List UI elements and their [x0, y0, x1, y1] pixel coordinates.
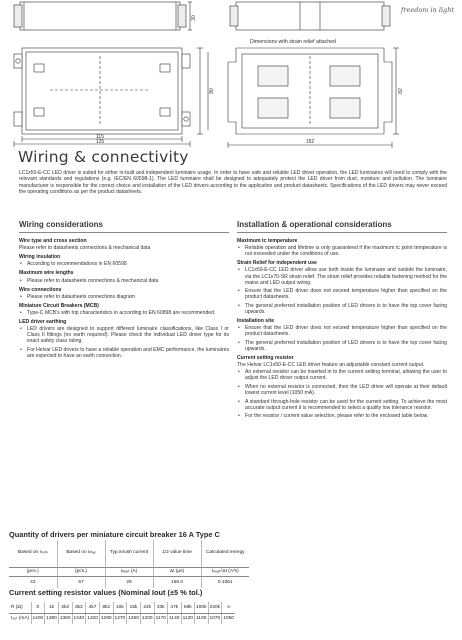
table-cell: 156.0 [153, 576, 201, 588]
wiring-insulation-title: Wiring insulation [19, 254, 61, 261]
table-header-cell: 1/2 value time [153, 540, 201, 567]
strain-relief-top-drawing [228, 48, 399, 148]
table-cell: 1200 [140, 613, 154, 624]
installation-considerations-heading: Installation & operational considerations [237, 222, 447, 233]
list-item: • The general preferred installation position of LED drivers is to have the top cover facing upwards. [237, 340, 447, 352]
table-cell: 4k7 [86, 602, 100, 613]
table-cell: 15k [127, 602, 141, 613]
dim-width-125: 125 [95, 139, 105, 145]
dim-width-115: 115 [96, 134, 104, 140]
table-cell: 1100 [195, 613, 209, 624]
row-label: Iₒᵤₜ (mA) [9, 613, 31, 624]
list-item: • For the resistor / current value selection, please refer to the enclosed table below. [237, 413, 447, 419]
dimension-drawing-svg [0, 0, 462, 148]
table-cell: 57 [57, 576, 105, 588]
table-cell: 1140 [168, 613, 182, 624]
wiring-considerations-heading: Wiring considerations [19, 222, 229, 233]
dim-height-80: 80 [209, 88, 215, 94]
table-cell: 1320 [86, 613, 100, 624]
mcb-quantity-table [9, 540, 249, 588]
max-wire-lengths-title: Maximum wire lengths [19, 270, 74, 277]
wire-connections-title: Wire connections [19, 286, 62, 293]
table-cell: 1360 [58, 613, 72, 624]
installation-site-title: Installation site [237, 318, 275, 325]
list-item: • LED drivers are designed to support different luminaire classifications, like Class I or Class II fittings (no earth required). Please check the individual LED driver type for its exact safety class rating. [19, 326, 229, 344]
resistor-row [9, 602, 235, 613]
table-row [9, 576, 249, 588]
dim-width-152: 152 [305, 139, 315, 145]
table-header-cell: Typ.inrush current [105, 540, 153, 567]
table-cell: 29 [105, 576, 153, 588]
table-cell: 1170 [154, 613, 168, 624]
table-cell: Iₚₑₐₖ (A) [105, 567, 153, 576]
table-cell: 33k [154, 602, 168, 613]
current-setting-list [237, 369, 447, 419]
strain-relief-list [237, 267, 447, 315]
dim-height-30: 30 [191, 15, 197, 21]
top-view-drawing [14, 48, 208, 147]
table-cell: 0.1061 [217, 579, 233, 585]
earthing-title: LED driver earthing [19, 319, 67, 326]
resistor-table-title: Current setting resistor values (Nominal Iout (±5 % tol.) [9, 588, 203, 597]
list-item: • For Helvar LED drivers to have a reliable operation and EMC performance, the luminaires are expected to have an earth connection. [19, 347, 229, 359]
table-cell: (pcs.) [9, 567, 57, 576]
list-item: • Type-C MCB's with trip characteristics in according to EN 60898 are recommended. [19, 310, 229, 316]
table-cell: 3k3 [72, 602, 86, 613]
resistor-values-table [9, 602, 235, 624]
table-cell: Δt (μs) [153, 567, 201, 576]
max-tc-list [237, 245, 447, 257]
table-header-row [9, 540, 249, 567]
mcb-table-title: Quantity of drivers per miniature circuit breaker 16 A Type C [9, 530, 220, 539]
table-cell: 47k [168, 602, 182, 613]
earthing-list [19, 326, 229, 359]
table-header-cell: Calculated energy [201, 540, 249, 567]
table-cell: 1340 [72, 613, 86, 624]
table-header-cell: Based on Iₙₒₘ [9, 540, 57, 567]
table-cell: 1400 [31, 613, 45, 624]
max-tc-title: Maximum tc temperature [237, 238, 298, 245]
list-item: • Ensure that the LED driver does not exceed temperature higher than specified on the product datasheets. [237, 288, 447, 300]
table-cell: 22k [140, 602, 154, 613]
table-cell: 1050 [223, 616, 235, 622]
max-wire-lengths-list [19, 278, 229, 284]
table-cell: (pcs.) [57, 567, 105, 576]
table-cell: 1120 [181, 613, 195, 624]
product-dimension-drawings [0, 0, 462, 148]
current-row [9, 613, 235, 624]
wire-type-text: Please refer to datasheets connections & mechanical data [19, 245, 151, 252]
table-cell: 43 [9, 576, 57, 588]
strain-relief-side-drawing [230, 2, 390, 30]
wiring-considerations-column [19, 222, 229, 362]
table-cell: 8k2 [99, 602, 113, 613]
section-title: Wiring & connectivity [18, 148, 189, 166]
table-cell: 2k2 [58, 602, 72, 613]
current-setting-title: Current setting resistor [237, 355, 294, 362]
dimension-caption: Dimensions with strain relief attached [250, 39, 336, 45]
table-cell: 0 [31, 602, 45, 613]
table-cell: 1070 [208, 613, 222, 624]
table-cell: 1380 [45, 613, 59, 624]
list-item: • An external resistor can be inserted in to the current setting terminal, allowing the user to adjust the LED driver output current. [237, 369, 447, 381]
list-item: • A standard through-hole resistor can be used for the current setting. To achieve the most accurate output current it is recommended to select a quality low tolerance resistor. [237, 399, 447, 411]
list-item: • Please refer to datasheets connections diagram [19, 294, 229, 300]
row-label: R (Ω) [9, 602, 31, 613]
list-item: • According to recommendations in EN 60598 [19, 261, 229, 267]
wire-type-title: Wire type and cross section [19, 238, 87, 245]
list-item: • When no external resistor is connected, then the LED driver will operate at their default lowest current level (1050 mA). [237, 384, 447, 396]
installation-considerations-column [237, 222, 447, 422]
strain-relief-title: Strain Relief for independent use [237, 260, 317, 267]
table-header-cell: Based on Iₘₐₓ [57, 540, 105, 567]
list-item: • Ensure that the LED driver does not exceed temperature higher than specified on the product datasheets. [237, 325, 447, 337]
table-cell: 1260 [127, 613, 141, 624]
dim-height-82: 82 [398, 88, 404, 94]
list-item: • Please refer to datasheets connections & mechanical data [19, 278, 229, 284]
list-item: • The general preferred installation position of LED drivers is to have the top cover facing upwards. [237, 303, 447, 315]
wiring-insulation-list [19, 261, 229, 267]
table-cell: 1290 [99, 613, 113, 624]
brand-tagline: freedom in light [401, 6, 454, 14]
table-cell: 68k [181, 602, 195, 613]
table-cell: Iₚₑₐₖ²Δt (A²s) [201, 567, 249, 576]
side-profile-drawing [14, 2, 192, 30]
table-cell: 1k [45, 602, 59, 613]
intro-paragraph: LC1x50-E-CC LED driver is suited for either in-built and independent luminaire usage. In order to have safe and reliable LED driver operation, the LED luminaires will need to comply with the relevant standards and regulations (e.g. IEC/EN 60598-1). The LED luminaire shall be designed to adequately protect the LED driver from dust, moisture and pollution. The luminaire manufacturer is responsible for the correct choice and installation of the LED drivers according to the application and product datasheets. Specifications of the LED drivers may never exceed the operating conditions as per the product datasheets. [19, 170, 447, 196]
wire-connections-list [19, 294, 229, 300]
mcb-title: Miniature Circuit Breakers (MCB) [19, 302, 99, 309]
current-setting-text: The Helvar LC1x50-E-CC LED driver feature an adjustable constant current output. [237, 362, 425, 369]
list-item: • Reliable operation and lifetime is only guaranteed if the maximum tc point temperature is not exceeded under the conditions of use. [237, 245, 447, 257]
installation-site-list [237, 325, 447, 352]
mcb-list [19, 310, 229, 316]
table-cell: 1270 [113, 613, 127, 624]
table-units-row [9, 567, 249, 576]
table-cell: ∞ [222, 602, 236, 613]
table-cell: 100k [195, 602, 209, 613]
table-cell: 10k [113, 602, 127, 613]
table-cell: 220k [208, 602, 222, 613]
list-item: • LC1x50-E-CC LED driver allow use both inside the luminaire and outside the luminaire, via the LC1x70-SR strain relief. The strain relief provides reliable fastening method for the mains and LED output wiring. [237, 267, 447, 285]
